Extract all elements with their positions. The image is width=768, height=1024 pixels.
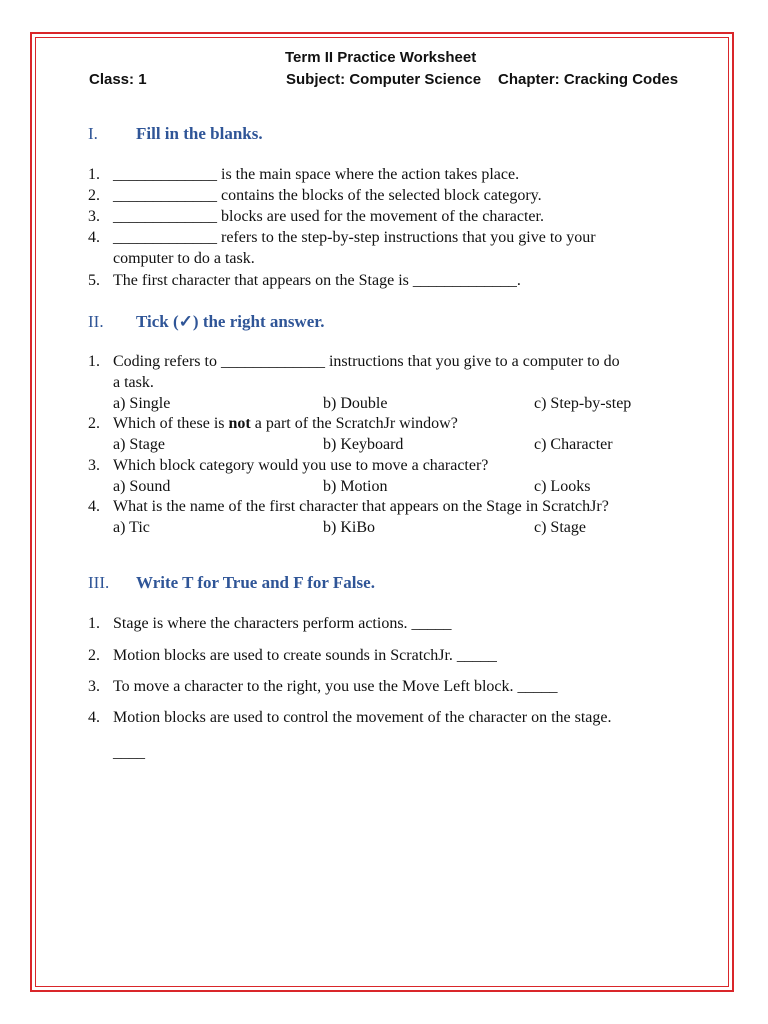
s2-q3-option-a: a) Sound: [113, 478, 171, 495]
s1-item-2-number: 2.: [88, 187, 100, 204]
s1-item-5-text: The first character that appears on the Stage is _____________.: [113, 272, 521, 289]
s2-q2-option-c: c) Character: [534, 436, 613, 453]
s1-item-1-number: 1.: [88, 166, 100, 183]
s1-item-1-text: _____________ is the main space where the action takes place.: [113, 166, 520, 183]
s2-q2-option-a: a) Stage: [113, 436, 165, 453]
s3-item-2-number: 2.: [88, 647, 100, 664]
s2-q1-option-b: b) Double: [323, 395, 388, 412]
s2-q3-option-c: c) Looks: [534, 478, 591, 495]
s2-q2-text-post: a part of the ScratchJr window?: [250, 415, 458, 432]
s2-q3-text: Which block category would you use to move a character?: [113, 457, 489, 474]
s2-q1-text: Coding refers to _____________ instructions that you give to a computer to do: [113, 353, 620, 370]
s1-item-4-text: _____________ refers to the step-by-step instructions that you give to your: [113, 229, 596, 246]
class-label: Class: 1: [89, 71, 147, 88]
s2-q3-number: 3.: [88, 457, 100, 474]
section-3-heading: [88, 573, 375, 593]
section-3-number: III.: [88, 573, 110, 592]
s3-item-4-text: Motion blocks are used to control the movement of the character on the stage.: [113, 709, 612, 726]
s2-q4-number: 4.: [88, 498, 100, 515]
s2-q2-text-pre: Which of these is: [113, 415, 229, 432]
worksheet-title: Term II Practice Worksheet: [285, 49, 477, 66]
s1-item-3-text: _____________ blocks are used for the movement of the character.: [113, 208, 544, 225]
s3-item-3-number: 3.: [88, 678, 100, 695]
s2-q1-option-a: a) Single: [113, 395, 171, 412]
s2-q2-text-bold: not: [228, 415, 251, 432]
section-2-title: Tick (✓) the right answer.: [136, 312, 325, 331]
section-2-heading: [88, 312, 325, 332]
section-1-title: Fill in the blanks.: [136, 124, 263, 143]
s2-q4-option-b: b) KiBo: [323, 519, 375, 536]
section-3-title: Write T for True and F for False.: [136, 573, 375, 592]
section-2-number: II.: [88, 312, 104, 331]
s3-item-3-text: To move a character to the right, you use the Move Left block. _____: [113, 678, 558, 695]
s2-q1-number: 1.: [88, 353, 100, 370]
s2-q4-option-c: c) Stage: [534, 519, 586, 536]
s1-item-4-continuation: computer to do a task.: [113, 250, 255, 267]
s2-q2-number: 2.: [88, 415, 100, 432]
s2-q4-option-a: a) Tic: [113, 519, 150, 536]
section-1-number: I.: [88, 124, 98, 143]
subject-label: Subject: Computer Science: [286, 71, 482, 88]
s3-item-4-number: 4.: [88, 709, 100, 726]
s3-item-4-answer-blank: ____: [113, 744, 145, 761]
s2-q4-text: What is the name of the first character that appears on the Stage in ScratchJr?: [113, 498, 609, 515]
chapter-label: Chapter: Cracking Codes: [498, 71, 679, 88]
s2-q3-option-b: b) Motion: [323, 478, 388, 495]
s2-q2-option-b: b) Keyboard: [323, 436, 404, 453]
s3-item-1-number: 1.: [88, 615, 100, 632]
s2-q1-option-c: c) Step-by-step: [534, 395, 632, 412]
s1-item-2-text: _____________ contains the blocks of the selected block category.: [113, 187, 542, 204]
s2-q2-text: [113, 415, 458, 433]
section-1-heading: [88, 124, 263, 144]
s1-item-4-number: 4.: [88, 229, 100, 246]
s1-item-3-number: 3.: [88, 208, 100, 225]
s3-item-2-text: Motion blocks are used to create sounds in ScratchJr. _____: [113, 647, 497, 664]
s2-q1-continuation: a task.: [113, 374, 154, 391]
s1-item-5-number: 5.: [88, 272, 100, 289]
s3-item-1-text: Stage is where the characters perform actions. _____: [113, 615, 452, 632]
